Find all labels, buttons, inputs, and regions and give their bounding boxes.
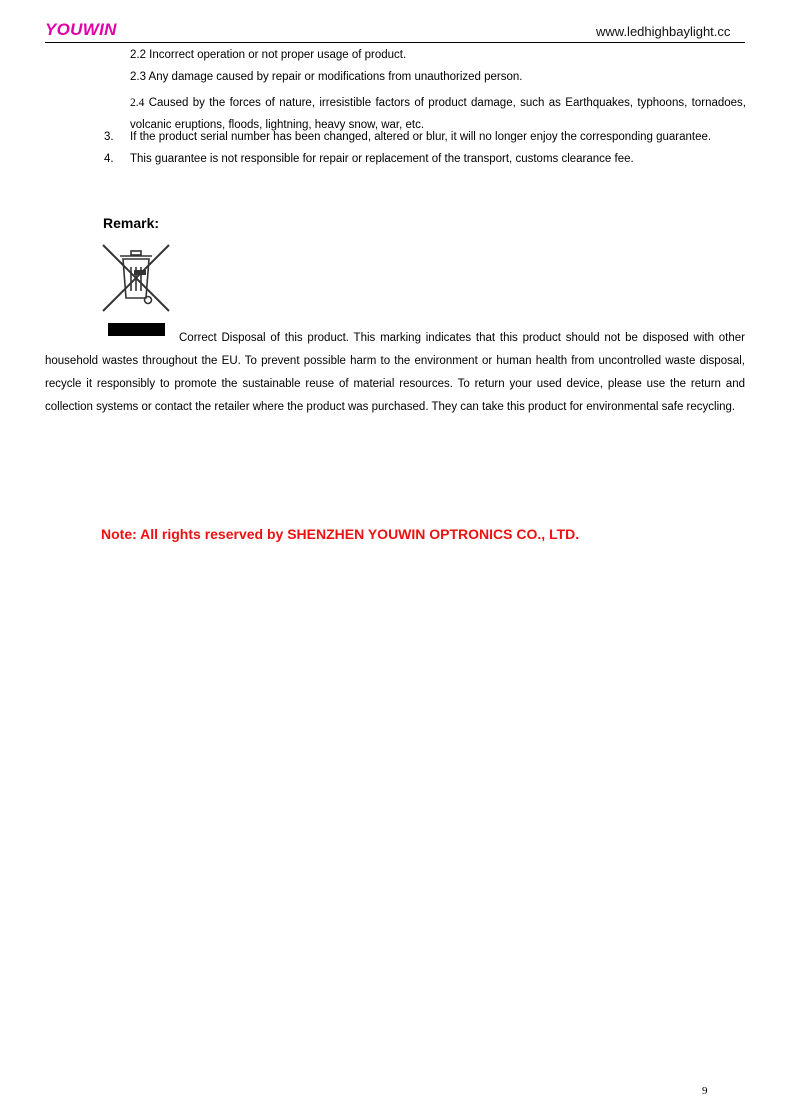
item-2-4-text: Caused by the forces of nature, irresistible factors of product damage, such as Earthquakes, typhoons, tornadoes, volcanic eruptions, floods, lightning, heavy snow, war, etc. bbox=[130, 97, 746, 131]
rights-note: Note: All rights reserved by SHENZHEN YOUWIN OPTRONICS CO., LTD. bbox=[101, 526, 580, 542]
item-2-4-number: 2.4 bbox=[130, 97, 145, 109]
warranty-item-3-number: 3. bbox=[104, 131, 114, 143]
warranty-item-4-number: 4. bbox=[104, 153, 114, 165]
warranty-item-2-3: 2.3 Any damage caused by repair or modifications from unauthorized person. bbox=[130, 71, 523, 83]
remark-heading: Remark: bbox=[103, 215, 160, 231]
warranty-item-4-text: This guarantee is not responsible for repair or replacement of the transport, customs clearance fee. bbox=[130, 153, 634, 165]
disposal-paragraph: Correct Disposal of this product. This marking indicates that this product should not be disposed with other household wastes throughout the EU. To prevent possible harm to the environment or human health from uncontrolled waste disposal, recycle it responsibly to promote the sustainable reuse of material resources. To return your used device, please use the return and collection systems or contact the retailer where the product was purchased. They can take this product for environmental safe recycling. bbox=[45, 332, 745, 413]
header-divider bbox=[45, 42, 745, 43]
warranty-item-2-2: 2.2 Incorrect operation or not proper usage of product. bbox=[130, 49, 407, 61]
brand-logo-text: YOUWIN bbox=[45, 20, 117, 39]
page-number: 9 bbox=[702, 1085, 708, 1097]
warranty-item-3-text: If the product serial number has been changed, altered or blur, it will no longer enjoy the corresponding guarantee. bbox=[130, 131, 712, 143]
weee-crossed-bin-icon bbox=[101, 243, 171, 313]
website-url: www.ledhighbaylight.cc bbox=[596, 24, 731, 39]
warranty-item-2-4 bbox=[130, 92, 746, 136]
